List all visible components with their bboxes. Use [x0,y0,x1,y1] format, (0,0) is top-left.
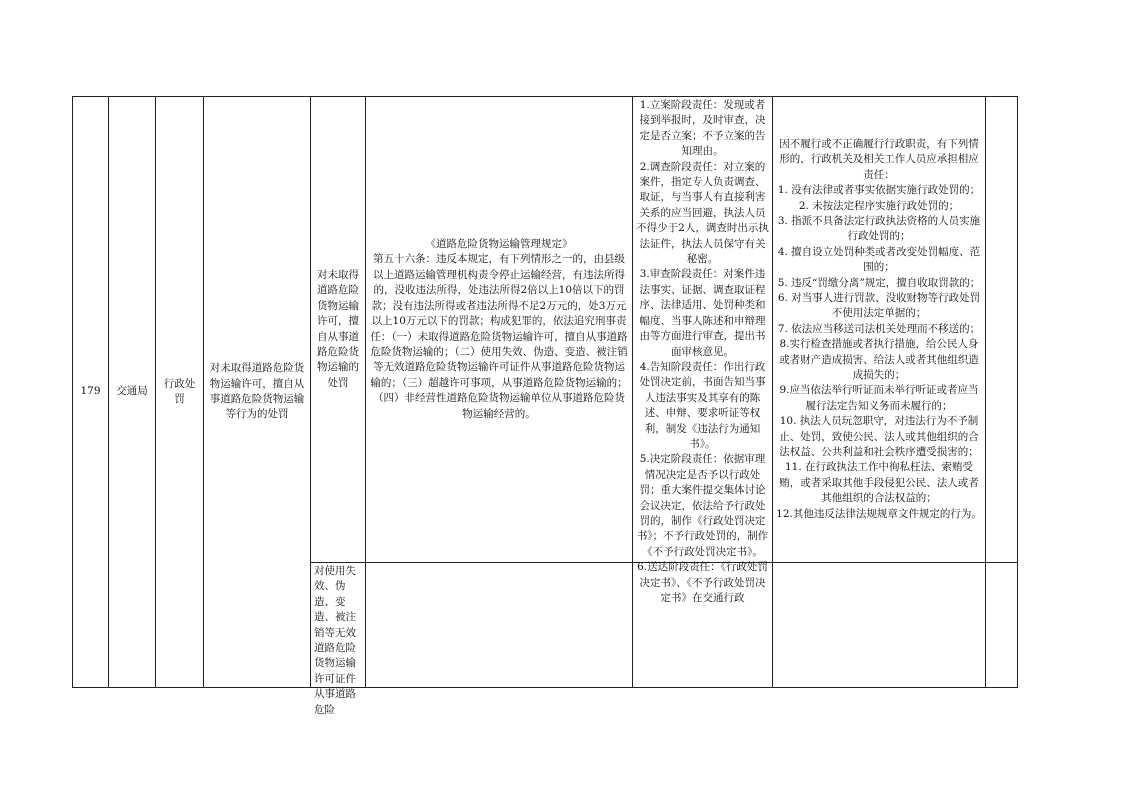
sub-item-name: 对未取得道路危险货物运输许可，擅自从事道路危险货物运输的处罚 [317,268,359,389]
table-row [73,97,1018,563]
item-name-cell: 对未取得道路危险货物运输许可，擅自从事道路危险货物运输等行为的处罚 [204,97,311,688]
responsibility-table [72,96,1018,716]
legal-basis-cell [366,97,633,563]
row-number: 179 [73,97,109,688]
responsibility-text: 1.立案阶段责任：发现或者接到举报时，及时审查，决定是否立案；不予立案的告知理由。 2.调查阶段责任：对立案的案件，指定专人负责调查、取证，与当事人有直接利害关系的应当回避，执法人员不得少于2人，调查时出示执法证件，执法人员保守有关秘密。 3.审查阶段责任：对案件违法事实、证据、调查取证程序、法律适用、处罚种类和幅度、当事人陈述和申辩理由等方面进行审查，提出书面审核意见。 4.告知阶段责任：作出行政处罚决定前，书面告知当事人违法事实及其享有的陈述、申辩、要求听证等权利，制发《违法行为通知书》。 5.决定阶段责任：依据审理情况决定是否予以行政处罚；重大案件提交集体讨论会议决定，依法给予行政处罚的，制作《行政处罚决定书》；不予行政处罚的，制作《不予行政处罚决定书》。 6.送达阶段责任：《行政处罚决定书》、《不予行政处罚决定书》在交通行政 [636,99,769,604]
accountability-cell [773,563,986,688]
remarks-cell [986,97,1018,563]
responsibility-cell [633,97,773,604]
sub-item-name-cell [311,563,366,716]
sub-item-name: 对使用失效、伪造、变造、被注销等无效道路危险货物运输许可证件从事道路危险 [314,565,356,716]
department-cell: 交通局 [109,97,156,688]
legal-basis-text: 《道路危险货物运输管理规定》 第五十六条：违反本规定，有下列情形之一的，由县级以上道路运输管理机构责令停止运输经营，有违法所得的，没收违法所得，处违法所得2倍以上10倍以下的罚款；没有违法所得或者违法所得不足2万元的，处3万元以上10万元以下的罚款；构成犯罪的，依法追究刑事责任：（一）未取得道路危险货物运输许可，擅自从事道路危险货物运输的；（二）使用失效、伪造、变造、被注销等无效道路危险货物运输许可证件从事道路危险货物运输的；（三）超越许可事项，从事道路危险货物运输的；（四）非经营性道路危险货物运输单位从事道路危险货物运输经营的。 [370,238,628,420]
legal-basis-cell [366,563,633,688]
category-cell: 行政处罚 [156,97,204,688]
sub-item-name-cell [311,97,366,563]
remarks-cell [986,563,1018,688]
accountability-cell [773,97,986,563]
accountability-text: 因不履行或不正确履行行政职责，有下列情形的，行政机关及相关工作人员应承担相应责任： 1. 没有法律或者事实依据实施行政处罚的； 2. 未按法定程序实施行政处罚的； 3. 指派不具备法定行政执法资格的人员实施行政处罚的； 4. 擅自设立处罚种类或者改变处罚幅度、范围的； 5. 违反“罚缴分离”规定，擅自收取罚款的； 6. 对当事人进行罚款、没收财物等行政处罚不使用法定单据的； 7. 依法应当移送司法机关处理而不移送的； 8.实行检查措施或者执行措施，给公民人身或者财产造成损害、给法人或者其他组织造成损失的； 9.应当依法举行听证而未举行听证或者应当履行法定告知义务而未履行的； 10. 执法人员玩忽职守，对违法行为不予制止、处罚，致使公民、法人或其他组织的合法权益、公共利益和社会秩序遭受损害的； 11. 在行政执法工作中徇私枉法、索贿受贿，或者采取其他手段侵犯公民、法人或者其他组织的合法权益的； 12.其他违反法律法规规章文件规定的行为。 [776,137,982,520]
